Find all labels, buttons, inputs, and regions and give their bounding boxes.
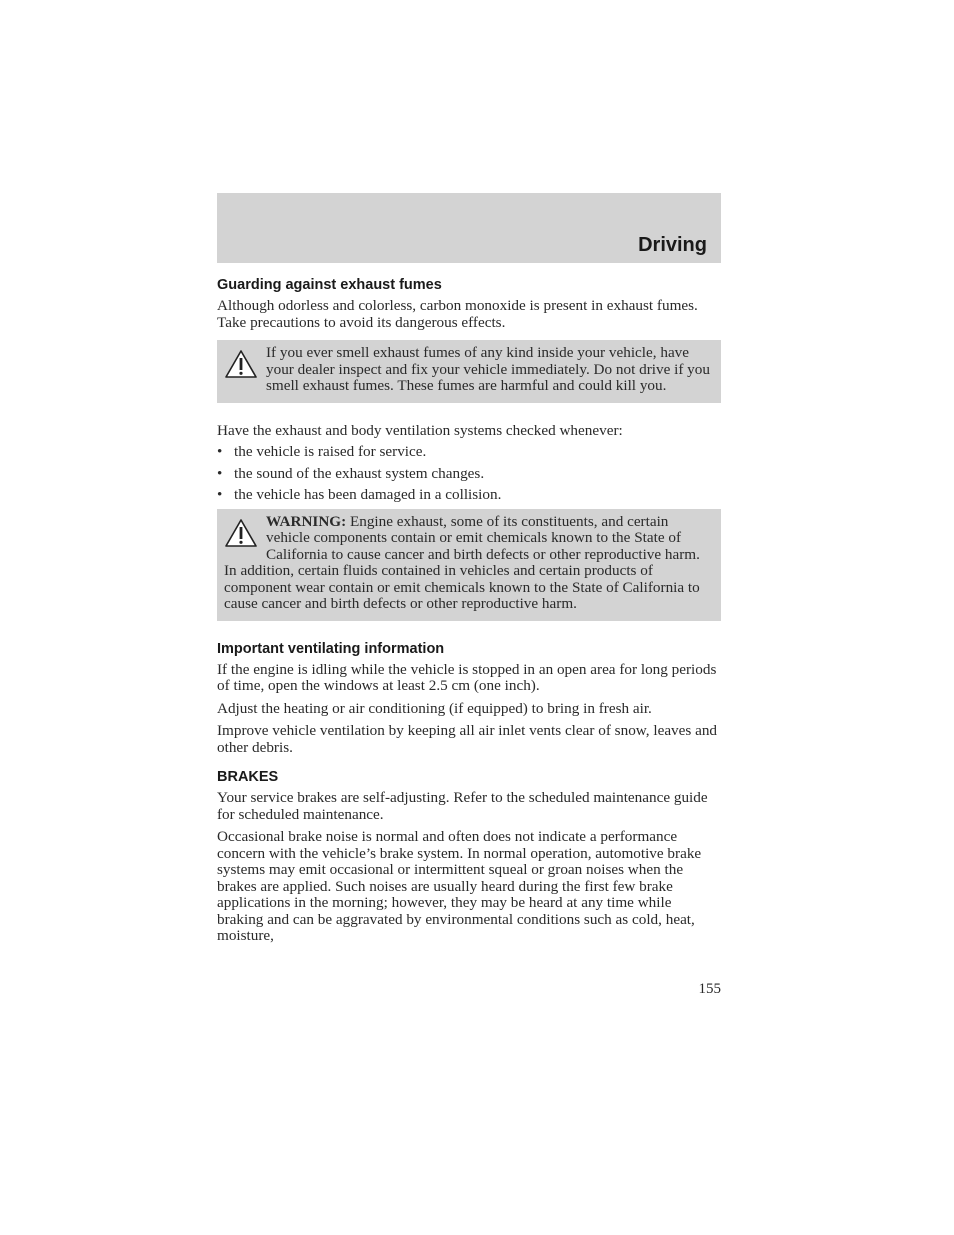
page-number: 155 [698,981,721,997]
warning-triangle-icon [224,349,258,379]
warning-label: WARNING: [266,512,347,530]
list-item: • the vehicle has been damaged in a collision. [217,486,502,503]
section-header-band [217,193,721,263]
brakes-para-2: Occasional brake noise is normal and often does not indicate a performance concern with the vehicle’s brake system. In normal operation, automotive brake systems may emit occasional or intermittent squeal or groan noises when the brakes are applied. Such noises are usually heard during the first few brake applications in the morning; however, they may be heard at any time while braking and can be aggravated by environmental conditions such as cold, heat, moisture, [217,828,702,944]
bullet-icon: • [217,464,223,482]
exhaust-heading: Guarding against exhaust fumes [217,277,442,293]
check-list [217,444,721,504]
brakes-heading: BRAKES [217,769,279,785]
brakes-para-1: Your service brakes are self-adjusting. Refer to the scheduled maintenance guide for scheduled maintenance. [217,789,708,823]
manual-page [217,193,721,997]
check-intro: Have the exhaust and body ventilation systems checked whenever: [217,421,623,439]
bullet-icon: • [217,486,223,503]
california-warning-text: Engine exhaust, some of its constituents, and certain vehicle components contain or emit chemicals known to the State of California to cause cancer and birth defects or other reproductive harm. In addition, certain fluids contained in vehicles and certain products of component wear contain or emit chemicals known to the State of California to cause cancer and birth defects or other reproductive harm. [224,512,700,612]
exhaust-warning-box [217,340,721,403]
warning-triangle-icon [224,518,258,548]
ventilating-para-1: If the engine is idling while the vehicle is stopped in an open area for long periods of time, open the windows at least 2.5 cm (one inch). [217,660,717,694]
ventilating-para-3: Improve vehicle ventilation by keeping all air inlet vents clear of snow, leaves and other debris. [217,722,718,756]
section-title: Driving [638,234,707,256]
exhaust-intro: Although odorless and colorless, carbon monoxide is present in exhaust fumes. Take precautions to avoid its dangerous effects. [217,297,698,331]
bullet-icon: • [217,443,223,460]
ventilating-heading: Important ventilating information [217,640,445,657]
exhaust-warning-text: If you ever smell exhaust fumes of any kind inside your vehicle, have your dealer inspect and fix your vehicle immediately. Do not drive if you smell exhaust fumes. These fumes are harmful and could kill you. [266,344,710,394]
california-warning-box [217,509,721,621]
list-item: • the vehicle is raised for service. [217,443,427,460]
list-item: • the sound of the exhaust system changes. [217,464,485,482]
ventilating-para-2: Adjust the heating or air conditioning (if equipped) to bring in fresh air. [217,699,652,717]
